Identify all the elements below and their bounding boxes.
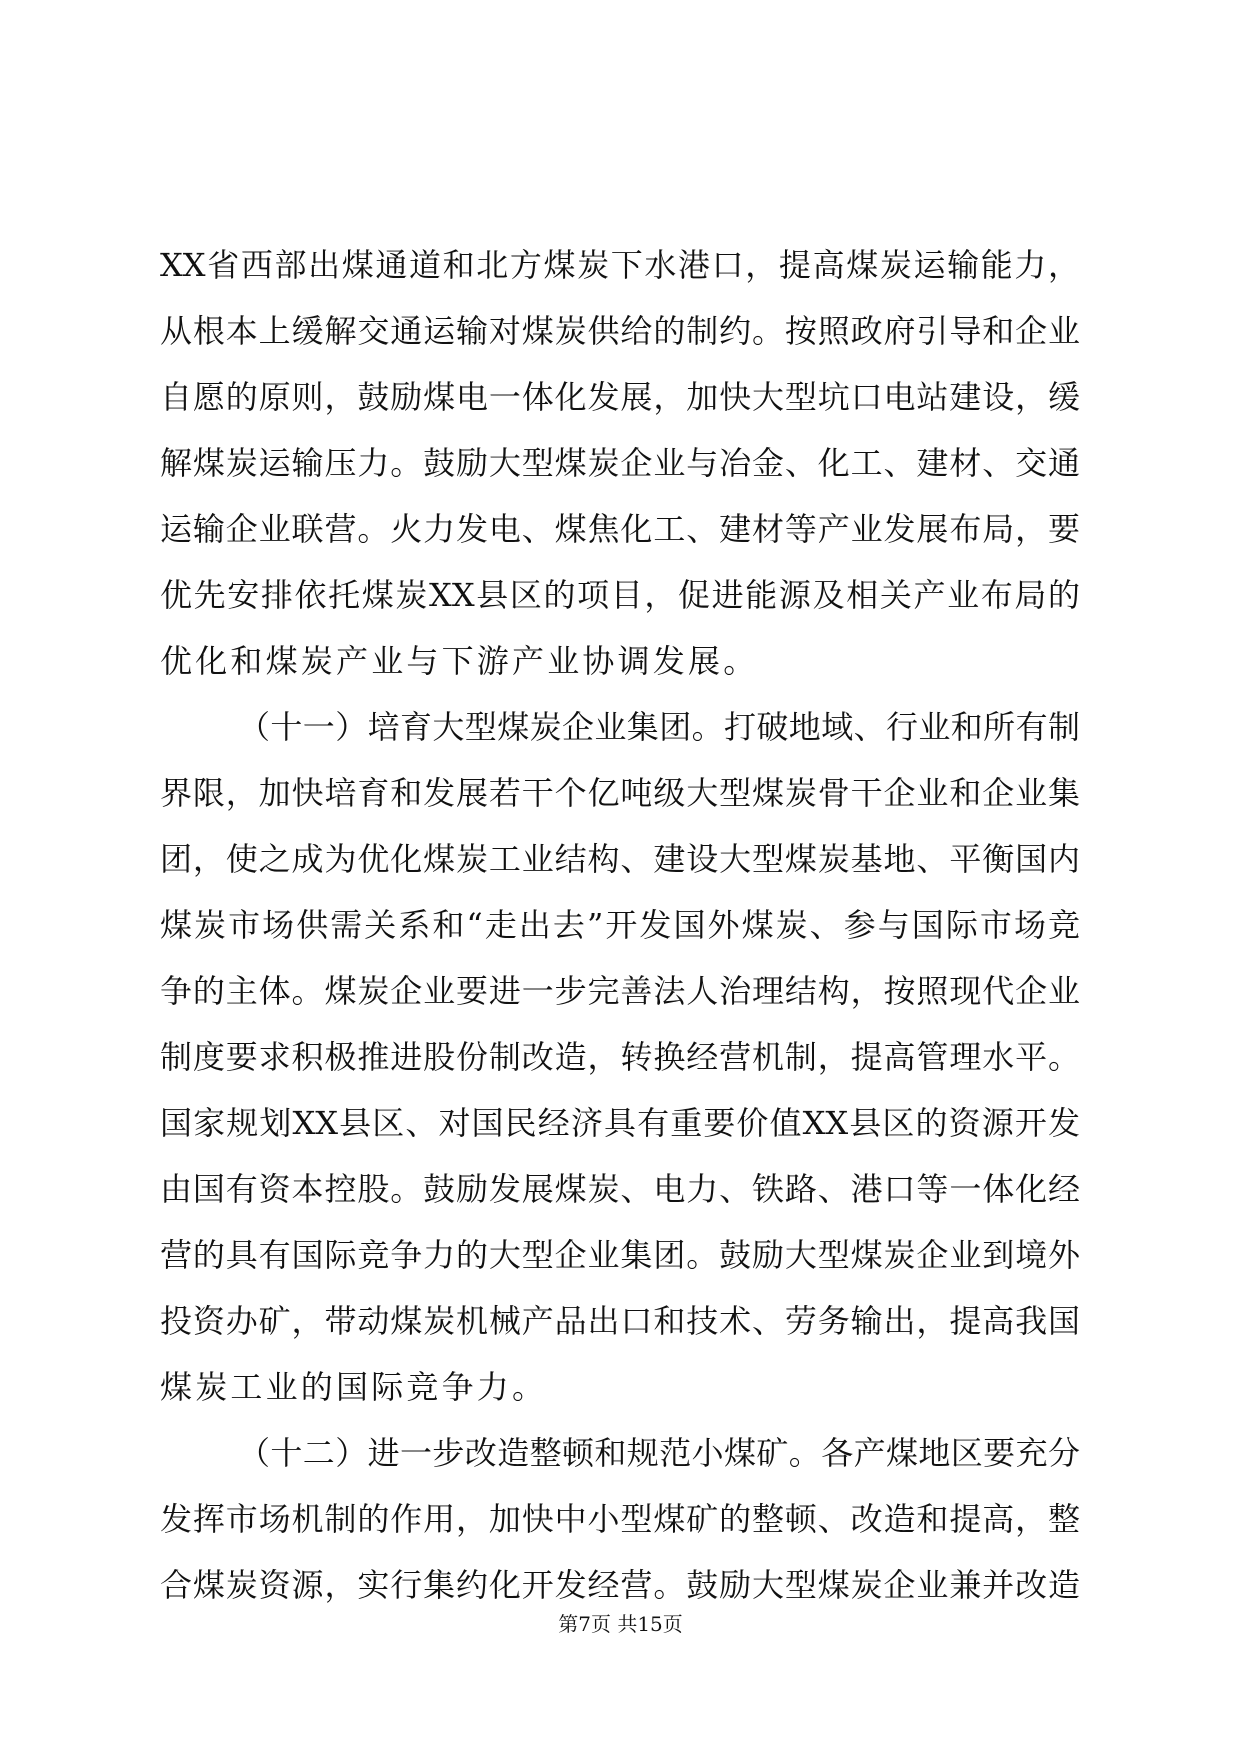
text-line: 优化和煤炭产业与下游产业协调发展。 — [160, 642, 759, 680]
text-line: 投资办矿，带动煤炭机械产品出口和技术、劳务输出，提高我国 — [160, 1302, 1080, 1340]
text-line: 解煤炭运输压力。鼓励大型煤炭企业与冶金、化工、建材、交通 — [160, 444, 1080, 482]
text-line: 运输企业联营。火力发电、煤焦化工、建材等产业发展布局，要 — [160, 510, 1080, 548]
paragraph-heading-line: （十一）培育大型煤炭企业集团。打破地域、行业和所有制 — [238, 708, 1080, 746]
text-line: 由国有资本控股。鼓励发展煤炭、电力、铁路、港口等一体化经 — [160, 1170, 1080, 1208]
body-text — [160, 232, 1080, 1618]
paragraph-heading-line: （十二）进一步改造整顿和规范小煤矿。各产煤地区要充分 — [238, 1434, 1080, 1472]
text-line: 从根本上缓解交通运输对煤炭供给的制约。按照政府引导和企业 — [160, 312, 1080, 350]
text-line: 合煤炭资源，实行集约化开发经营。鼓励大型煤炭企业兼并改造 — [160, 1566, 1080, 1604]
text-line: 营的具有国际竞争力的大型企业集团。鼓励大型煤炭企业到境外 — [160, 1236, 1080, 1274]
text-line: 制度要求积极推进股份制改造，转换经营机制，提高管理水平。 — [160, 1038, 1080, 1076]
text-line: 国家规划XX县区、对国民经济具有重要价值XX县区的资源开发 — [160, 1104, 1080, 1142]
text-line: 争的主体。煤炭企业要进一步完善法人治理结构，按照现代企业 — [160, 972, 1080, 1010]
text-line: XX省西部出煤通道和北方煤炭下水港口，提高煤炭运输能力， — [160, 246, 1080, 284]
text-line: 煤炭市场供需关系和“走出去”开发国外煤炭、参与国际市场竞 — [160, 906, 1080, 944]
text-line: 界限，加快培育和发展若干个亿吨级大型煤炭骨干企业和企业集 — [160, 774, 1080, 812]
page-number: 第7页 共15页 — [558, 1612, 683, 1636]
text-line: 发挥市场机制的作用，加快中小型煤矿的整顿、改造和提高，整 — [160, 1500, 1080, 1538]
page-footer — [0, 1610, 1241, 1638]
text-line: 自愿的原则，鼓励煤电一体化发展，加快大型坑口电站建设，缓 — [160, 378, 1080, 416]
text-line: 煤炭工业的国际竞争力。 — [160, 1368, 548, 1406]
text-line: 优先安排依托煤炭XX县区的项目，促进能源及相关产业布局的 — [160, 576, 1080, 614]
text-line: 团，使之成为优化煤炭工业结构、建设大型煤炭基地、平衡国内 — [160, 840, 1080, 878]
